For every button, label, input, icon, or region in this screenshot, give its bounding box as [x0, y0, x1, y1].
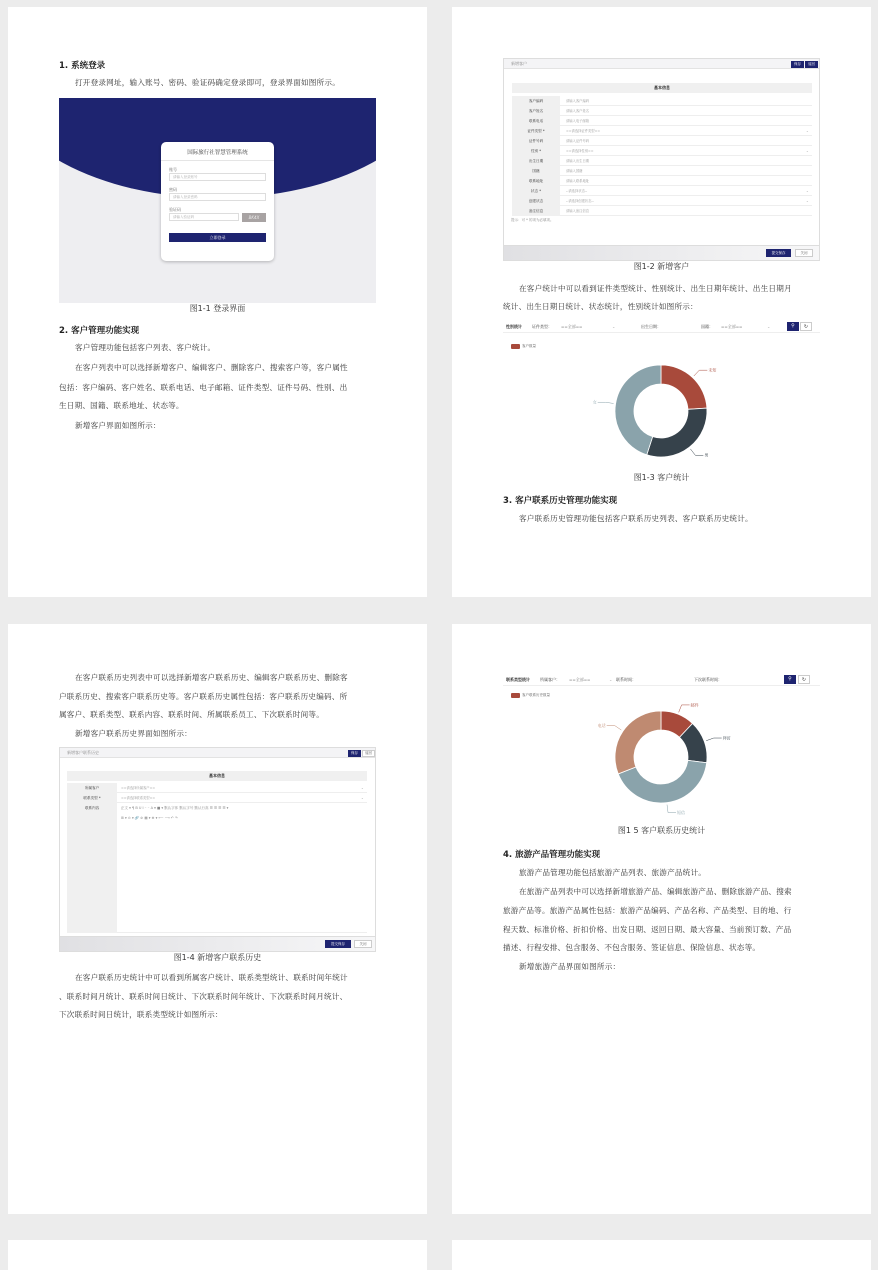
refresh-icon[interactable]: ↻: [798, 675, 810, 684]
pie-label-line: [607, 726, 622, 730]
form-row: [512, 136, 812, 146]
captcha-input[interactable]: 请输入验证码: [169, 213, 239, 221]
back-button[interactable]: 返回: [805, 61, 818, 68]
form-row: [512, 206, 812, 216]
field-input[interactable]: 请输入国籍: [566, 169, 583, 173]
pie-label-line: [690, 449, 703, 455]
form-section-header: 基本信息: [512, 83, 812, 93]
form-row: [512, 126, 812, 136]
field-label: 联系地址: [512, 176, 560, 186]
pie-slice-电话: [615, 711, 661, 774]
document-page-4: [452, 624, 871, 1214]
form-row: [512, 106, 812, 116]
contact-type-stats-screenshot: [503, 672, 820, 822]
chevron-down-icon: ⌄: [767, 324, 771, 329]
pie-slice-label: 男: [704, 452, 709, 458]
chevron-down-icon: ⌄: [806, 149, 809, 153]
form-section-header: 基本信息: [67, 771, 367, 781]
form-hint: 提示：可 * 的项为必填项。: [511, 218, 554, 222]
chevron-down-icon: ⌄: [806, 189, 809, 193]
paragraph: 在客户列表中可以选择新增客户、编辑客户、删除客户、搜索客户等，客户属性: [75, 363, 348, 372]
paragraph: 旅游产品管理功能包括旅游产品列表、旅游产品统计。: [519, 868, 707, 877]
paragraph: 打开登录网址，输入账号、密码、验证码确定登录即可，登录界面如图所示。: [75, 78, 340, 87]
paragraph: 、联系时间月统计、联系时间日统计、下次联系时间年统计、下次联系时间月统计、: [59, 992, 348, 1001]
contact-type-pie-chart: [503, 697, 820, 827]
figure-caption: 图1 5 客户联系历史统计: [617, 826, 706, 835]
pie-slice-label: 电话: [597, 723, 606, 729]
document-page-1: [8, 7, 427, 597]
save-button[interactable]: 保存: [348, 750, 361, 757]
field-label: 性别 *: [512, 146, 560, 156]
field-label: 证件类型 *: [512, 126, 560, 136]
filter-label: 下次联系时间：: [694, 677, 722, 682]
field-select[interactable]: ==请选择联系类型==: [121, 796, 156, 800]
pie-label-line: [679, 705, 690, 712]
figure-caption: 图1-2 新增客户: [633, 262, 690, 271]
form-title: 新增客户: [511, 61, 527, 66]
stats-title: 性别统计: [506, 324, 522, 329]
filter-select[interactable]: ==全部==: [721, 324, 743, 329]
field-label: 国籍: [512, 166, 560, 176]
paragraph: 包括：客户编码、客户姓名、联系电话、电子邮箱、证件类型、证件号码、性别、出: [59, 383, 348, 392]
filter-label: 证件类型：: [532, 324, 552, 329]
paragraph: 新增客户联系历史界面如图所示：: [75, 729, 192, 738]
paragraph: 新增旅游产品界面如图所示：: [519, 962, 621, 971]
form-row: [512, 176, 812, 186]
field-input[interactable]: 请输入证件号码: [566, 139, 590, 143]
paragraph: 在旅游产品列表中可以选择新增旅游产品、编辑旅游产品、删除旅游产品、搜索: [519, 887, 792, 896]
pie-label-line: [667, 805, 676, 813]
add-contact-history-screenshot: [59, 747, 376, 952]
paragraph: 客户联系历史管理功能包括客户联系历史列表、客户联系历史统计。: [519, 514, 753, 523]
pie-label-line: [694, 370, 707, 376]
filter-label: 联系时间：: [616, 677, 636, 682]
captcha-image[interactable]: BK4X: [242, 213, 266, 222]
field-input[interactable]: --请选择创建状态--: [566, 199, 594, 203]
form-row: [67, 793, 367, 803]
login-screenshot: [59, 98, 376, 303]
pie-slice-男: [647, 408, 707, 457]
field-input[interactable]: 请输入客户编码: [566, 99, 590, 103]
section-heading: 2. 客户管理功能实现: [59, 326, 140, 336]
field-input[interactable]: 请输入电子邮箱: [566, 119, 590, 123]
stats-title: 联系类型统计: [506, 677, 530, 682]
field-select[interactable]: ==请选择所属客户==: [121, 786, 156, 790]
login-title: 国际旅行社智慧管理系统: [161, 142, 274, 161]
pie-slice-label: 女: [592, 399, 597, 405]
form-row: [512, 116, 812, 126]
paragraph: 统计、出生日期日统计、状态统计，性别统计如图所示：: [503, 302, 698, 311]
close-button[interactable]: 关闭: [795, 249, 813, 257]
pie-slice-label: 邮件: [690, 702, 699, 708]
paragraph: 户联系历史、搜索客户联系历史等。客户联系历史属性包括：客户联系历史编码、所: [59, 692, 348, 701]
captcha-label: 验证码: [169, 207, 181, 212]
filter-bar: [503, 321, 820, 333]
editor-toolbar[interactable]: ⊞ ▾ ⊙ ▾ 🔗 ⊘ ▦ ▾ ⊕ ▾ ⟵ ⟶ ↶ ↷: [121, 816, 178, 820]
paragraph: 旅游产品等。旅游产品属性包括：旅游产品编码、产品名称、产品类型、目的地、行: [503, 906, 792, 915]
field-label: 联系内容: [67, 803, 117, 933]
save-button[interactable]: 保存: [791, 61, 804, 68]
filter-select[interactable]: ==全部==: [561, 324, 583, 329]
field-label: 出生日期: [512, 156, 560, 166]
chevron-down-icon: ⌄: [609, 677, 613, 682]
filter-label: 所属客户：: [540, 677, 560, 682]
filter-select[interactable]: ==全部==: [569, 677, 591, 682]
username-label: 账号: [169, 167, 177, 172]
paragraph: 生日期、国籍、联系地址、状态等。: [59, 401, 184, 410]
form-row: [512, 156, 812, 166]
form-row: [67, 783, 367, 793]
legend-label: 客户数量: [522, 344, 536, 348]
form-row: [67, 803, 367, 933]
paragraph: 描述、行程安排、包含服务、不包含服务、签证信息、保险信息、状态等。: [503, 943, 761, 952]
password-label: 密码: [169, 187, 177, 192]
filter-bar: [503, 674, 820, 686]
field-label: 联系类型 *: [67, 793, 117, 803]
field-input[interactable]: 请输入客户姓名: [566, 109, 590, 113]
field-input[interactable]: 请输入备注信息: [566, 209, 590, 213]
chevron-down-icon: ⌄: [612, 324, 616, 329]
add-customer-screenshot: [503, 58, 820, 261]
paragraph: 在客户联系历史列表中可以选择新增客户联系历史、编辑客户联系历史、删除客: [75, 673, 348, 682]
section-heading: 1. 系统登录: [59, 61, 106, 71]
search-icon[interactable]: ⚲: [787, 322, 799, 331]
form-row: [512, 166, 812, 176]
pie-slice-label: 未知: [708, 367, 717, 373]
chevron-down-icon: ⌄: [361, 796, 364, 800]
submit-save-button[interactable]: 提交保存: [766, 249, 791, 257]
pie-label-line: [598, 402, 614, 403]
close-button[interactable]: 关闭: [354, 940, 372, 948]
field-label: 备注信息: [512, 206, 560, 216]
pie-slice-未知: [661, 365, 707, 409]
search-icon[interactable]: ⚲: [784, 675, 796, 684]
gender-stats-screenshot: [503, 319, 820, 479]
field-input[interactable]: 请输入出生日期: [566, 159, 590, 163]
document-page-6: [452, 1240, 871, 1270]
paragraph: 客户管理功能包括客户列表、客户统计。: [75, 343, 216, 352]
form-title-bar: [60, 748, 375, 758]
document-page-5: [8, 1240, 427, 1270]
paragraph: 新增客户界面如图所示：: [75, 421, 161, 430]
form-row: [512, 196, 812, 206]
legend-label: 客户联系历史数量: [522, 693, 550, 697]
paragraph: 程天数、标准价格、折扣价格、出发日期、返回日期、最大容量、当前预订数、产品: [503, 925, 792, 934]
document-page-3: [8, 624, 427, 1214]
form-row: [512, 186, 812, 196]
pie-label-line: [706, 738, 722, 741]
field-input[interactable]: --请选择状态--: [566, 189, 588, 193]
rich-text-editor[interactable]: [121, 825, 365, 931]
field-input[interactable]: ==请选择证件类型==: [566, 129, 601, 133]
field-label: 客户编码: [512, 96, 560, 106]
chevron-down-icon: ⌄: [806, 129, 809, 133]
submit-save-button[interactable]: 提交保存: [325, 940, 351, 948]
chevron-down-icon: ⌄: [806, 199, 809, 203]
pie-slice-label: 短信: [677, 810, 686, 816]
field-label: 所属客户: [67, 783, 117, 793]
filter-label: 国籍：: [701, 324, 713, 329]
paragraph: 在客户联系历史统计中可以看到所属客户统计、联系类型统计、联系时间年统计: [75, 973, 348, 982]
form-row: [512, 146, 812, 156]
form-row: [512, 96, 812, 106]
field-label: 客户姓名: [512, 106, 560, 116]
form-footer: [60, 936, 375, 951]
username-input[interactable]: 请输入登录账号: [169, 173, 266, 181]
back-button[interactable]: 返回: [362, 750, 375, 757]
filter-label: 出生日期：: [641, 324, 661, 329]
section-heading: 3. 客户联系历史管理功能实现: [503, 496, 618, 506]
document-page-2: [452, 7, 871, 597]
field-label: 联系电话: [512, 116, 560, 126]
field-label: 状态 *: [512, 186, 560, 196]
paragraph: 在客户统计中可以看到证件类型统计、性别统计、出生日期年统计、出生日期月: [519, 284, 792, 293]
password-input[interactable]: 请输入登录密码: [169, 193, 266, 201]
paragraph: 下次联系时间日统计，联系类型统计如图所示：: [59, 1010, 223, 1019]
field-label: 证件号码: [512, 136, 560, 146]
field-input[interactable]: ==请选择性别==: [566, 149, 594, 153]
form-title-bar: [504, 59, 819, 69]
login-button[interactable]: 立即登录: [169, 233, 266, 242]
paragraph: 属客户、联系类型、联系内容、联系时间、所属联系员工、下次联系时间等。: [59, 710, 324, 719]
field-input[interactable]: 请输入联系地址: [566, 179, 590, 183]
field-label: 创建状态: [512, 196, 560, 206]
figure-caption: 图1-3 客户统计: [633, 473, 690, 482]
form-title: 新增客户联系历史: [67, 750, 99, 755]
gender-pie-chart: [503, 349, 820, 489]
figure-caption: 图1-1 登录界面: [189, 304, 246, 313]
refresh-icon[interactable]: ↻: [800, 322, 812, 331]
chevron-down-icon: ⌄: [361, 786, 364, 790]
figure-caption: 图1-4 新增客户联系历史: [173, 953, 262, 962]
form-footer: [504, 245, 819, 260]
login-card: [161, 142, 274, 261]
section-heading: 4. 旅游产品管理功能实现: [503, 850, 601, 860]
editor-toolbar[interactable]: 正文 ▾ ¶ B U I ⁻ ⁻ A ▾ ■ ▾ 默认字体 默认字号 默认行高 ☰ ☰ ☰ ☰ ▾: [121, 806, 229, 810]
pie-slice-label: 拜访: [722, 735, 731, 741]
